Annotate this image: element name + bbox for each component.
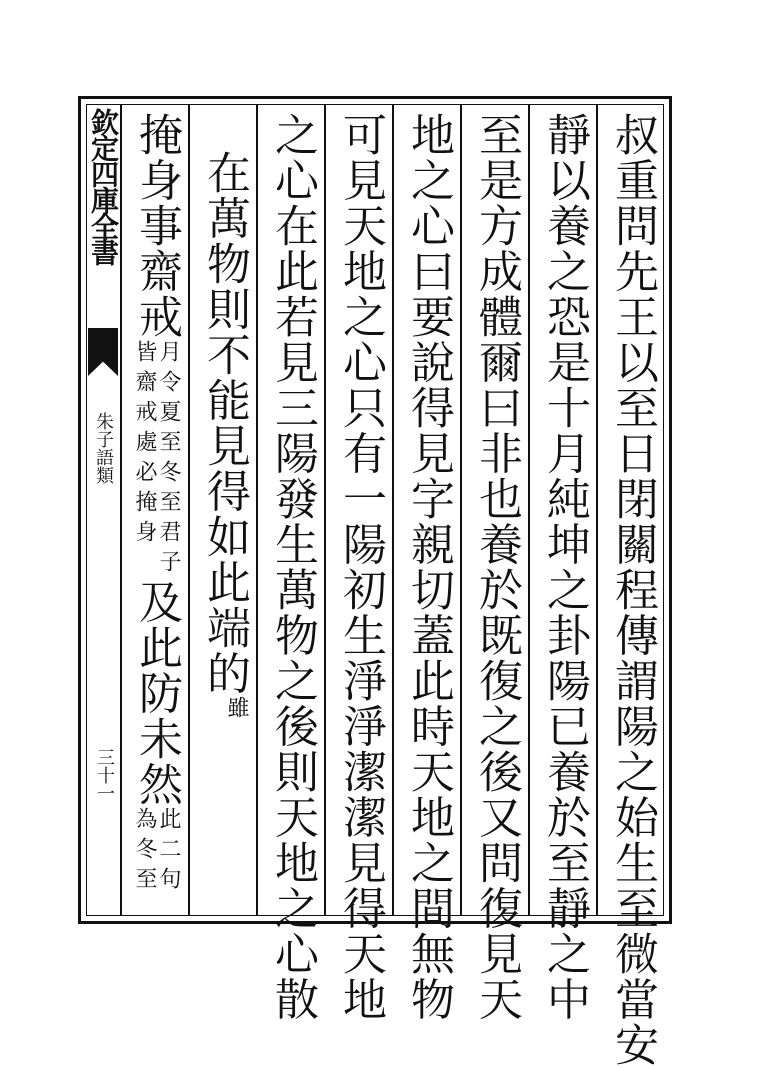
page-number: 三十一	[94, 748, 115, 802]
column-rule	[324, 104, 326, 916]
text-column-3: 至是方成體爾曰非也養於既復之後又問復見天	[471, 112, 522, 1022]
column-8-text-a: 掩身事齋戒	[131, 112, 182, 340]
text-column-8	[132, 112, 180, 897]
series-title: 欽定四庫全書	[87, 108, 120, 264]
annotation-b-left: 為冬至	[132, 807, 157, 897]
column-rule	[120, 104, 122, 916]
annotation-b-right: 此二句	[156, 807, 181, 897]
column-7-text: 在萬物則不能見得如此端的	[199, 150, 250, 696]
annotation-pair-a	[132, 340, 180, 580]
text-column-6: 之心在此若見三陽發生萬物之後則天地之心散	[267, 112, 318, 1022]
book-title: 朱子語類	[93, 412, 114, 484]
annotation-a-right: 月令夏至冬至君子	[156, 339, 181, 580]
annotation-pair-b	[132, 807, 180, 897]
column-rule	[392, 104, 394, 916]
text-column-4: 地之心曰要說得見字親切蓋此時天地之間無物	[403, 112, 454, 1022]
column-rule	[256, 104, 258, 916]
column-rule	[460, 104, 462, 916]
column-rule	[188, 104, 190, 916]
annotation-right: 雖	[224, 696, 249, 726]
text-column-7	[200, 150, 248, 726]
column-rule	[596, 104, 598, 916]
text-column-5: 可見天地之心只有一陽初生淨淨潔潔見得天地	[335, 112, 386, 1022]
text-column-1: 叔重問先王以至日閉關程傳謂陽之始生至微當安	[607, 112, 658, 1068]
annotation-a-left: 皆齋戒處必掩身	[132, 339, 157, 550]
text-column-2: 靜以養之恐是十月純坤之卦陽已養於至靜之中	[539, 112, 590, 1022]
column-8-text-b: 及此防未然	[131, 579, 182, 807]
annotation-pair	[224, 696, 248, 726]
column-rule	[528, 104, 530, 916]
